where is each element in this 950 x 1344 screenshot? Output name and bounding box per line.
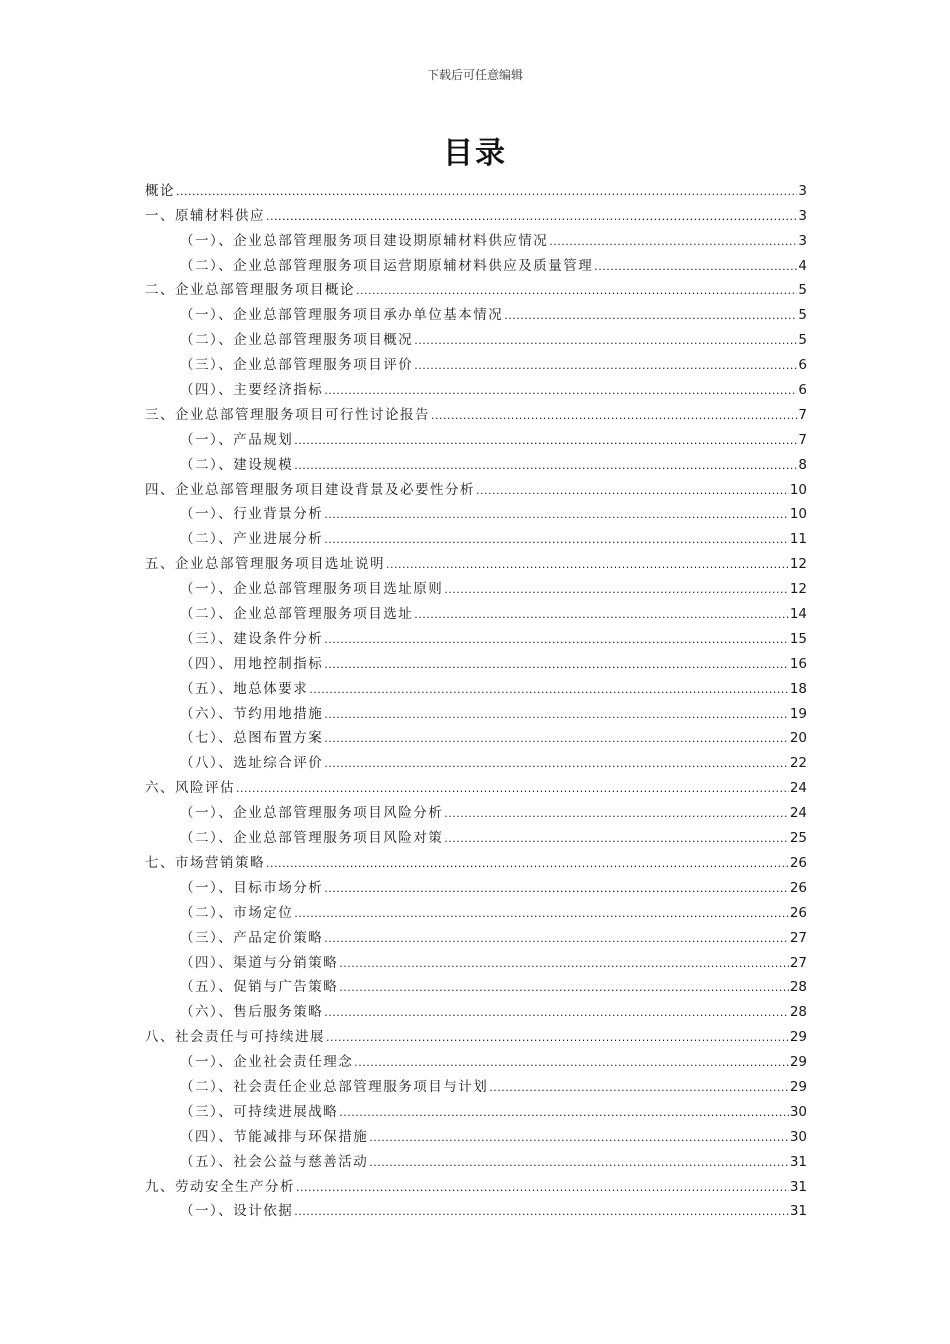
toc-page-number: 31 [789,1153,807,1170]
toc-subentry[interactable] [145,499,807,524]
toc-subentry[interactable] [145,1096,807,1121]
dot-leader [324,532,789,548]
toc-entry-label: （二）、产业进展分析 [180,531,324,548]
dot-leader [324,657,789,673]
toc-entry-label: （一）、企业总部管理服务项目建设期原辅材料供应情况 [180,232,549,249]
dot-leader [386,557,789,573]
dot-leader [324,931,789,947]
toc-subentry[interactable] [145,897,807,922]
toc-entry-label: 五、企业总部管理服务项目选址说明 [145,556,385,573]
dot-leader [294,1204,789,1220]
dot-leader [266,209,797,225]
dot-leader [324,507,789,523]
toc-entry-label: （七）、总图布置方案 [180,730,324,747]
toc-page-number: 31 [789,1203,807,1220]
dot-leader [324,756,789,772]
toc-subentry[interactable] [145,1121,807,1146]
dot-leader [339,980,789,996]
dot-leader [369,1155,789,1171]
toc-entry[interactable] [145,1171,807,1196]
dot-leader [294,906,789,922]
dot-leader [414,607,789,623]
page-header: 下载后可任意编辑 [426,68,523,82]
toc-entry-label: （三）、产品定价策略 [180,929,324,946]
toc-subentry[interactable] [145,623,807,648]
toc-entry[interactable] [145,1021,807,1046]
dot-leader [339,956,789,972]
toc-page-number: 10 [789,481,807,498]
dot-leader [339,1105,789,1121]
dot-leader [324,707,789,723]
toc-entry-label: 一、原辅材料供应 [145,207,265,224]
dot-leader [326,1030,789,1046]
toc-entry-label: （一）、设计依据 [180,1203,294,1220]
dot-leader [414,358,797,374]
dot-leader [489,1080,789,1096]
toc-page-number: 24 [789,780,807,797]
toc-entry[interactable] [145,847,807,872]
toc-entry-label: 二、企业总部管理服务项目概论 [145,282,355,299]
toc-entry-label: （一）、企业总部管理服务项目风险分析 [180,805,444,822]
dot-leader [444,831,789,847]
toc-page-number: 3 [798,182,807,199]
toc-subentry[interactable] [145,1196,807,1221]
dot-leader [414,333,797,349]
toc-subentry[interactable] [145,673,807,698]
toc-entry-label: （四）、用地控制指标 [180,655,324,672]
toc-subentry[interactable] [145,250,807,275]
toc-page-number: 16 [789,655,807,672]
toc-page-number: 14 [789,606,807,623]
toc-page-number: 5 [798,282,807,299]
toc-entry-label: 四、企业总部管理服务项目建设背景及必要性分析 [145,481,475,498]
toc-page-number: 3 [798,207,807,224]
toc-page-number: 27 [789,954,807,971]
toc-subentry[interactable] [145,972,807,997]
dot-leader [444,582,789,598]
dot-leader [444,806,789,822]
toc-subentry[interactable] [145,1046,807,1071]
dot-leader [549,234,797,250]
toc-page-number: 26 [789,854,807,871]
toc-entry-label: （二）、企业总部管理服务项目运营期原辅材料供应及质量管理 [180,257,594,274]
dot-leader [354,1055,789,1071]
toc-entry[interactable] [145,175,807,200]
dot-leader [294,458,797,474]
dot-leader [296,1180,789,1196]
toc-page-number: 12 [789,556,807,573]
dot-leader [309,682,789,698]
toc-entry-label: （五）、社会公益与慈善活动 [180,1153,369,1170]
toc-entry-label: （五）、地总体要求 [180,680,309,697]
toc-subentry[interactable] [145,797,807,822]
toc-entry-label: （四）、节能减排与环保措施 [180,1128,369,1145]
toc-entry-label: 九、劳动安全生产分析 [145,1178,295,1195]
toc-entry-label: 六、风险评估 [145,780,235,797]
toc-title: 目录 [443,136,507,171]
dot-leader [236,781,789,797]
toc-entry-label: （五）、促销与广告策略 [180,979,339,996]
toc-page-number: 31 [789,1178,807,1195]
toc-subentry[interactable] [145,523,807,548]
toc-page-number: 5 [798,332,807,349]
toc-entry-label: 八、社会责任与可持续进展 [145,1029,325,1046]
toc-entry-label: （二）、社会责任企业总部管理服务项目与计划 [180,1078,489,1095]
toc-entry-label: （一）、企业总部管理服务项目承办单位基本情况 [180,307,504,324]
toc-entry[interactable] [145,772,807,797]
toc-subentry[interactable] [145,324,807,349]
toc-entry-label: （二）、企业总部管理服务项目风险对策 [180,830,444,847]
toc-entry-label: 七、市场营销策略 [145,854,265,871]
toc-page-number: 15 [789,630,807,647]
toc-subentry[interactable] [145,349,807,374]
toc-page-number: 12 [789,581,807,598]
toc-entry[interactable] [145,275,807,300]
dot-leader [431,408,797,424]
toc-page-number: 7 [798,431,807,448]
toc-entry[interactable] [145,200,807,225]
dot-leader [324,731,789,747]
toc-page-number: 24 [789,805,807,822]
toc-subentry[interactable] [145,723,807,748]
toc-entry-label: （一）、企业社会责任理念 [180,1054,354,1071]
toc-entry-label: （三）、企业总部管理服务项目评价 [180,357,414,374]
toc-subentry[interactable] [145,822,807,847]
dot-leader [324,881,789,897]
toc-subentry[interactable] [145,1146,807,1171]
toc-entry-label: （一）、目标市场分析 [180,879,324,896]
dot-leader [356,283,797,299]
dot-leader [476,483,789,499]
toc-entry-label: （八）、选址综合评价 [180,755,324,772]
toc-subentry[interactable] [145,374,807,399]
toc-page-number: 4 [798,257,807,274]
toc-subentry[interactable] [145,872,807,897]
toc-entry-label: （一）、企业总部管理服务项目选址原则 [180,581,444,598]
toc-subentry[interactable] [145,922,807,947]
dot-leader [594,259,797,275]
toc-entry-label: （一）、行业背景分析 [180,506,324,523]
toc-page-number: 7 [798,406,807,423]
toc-entry-label: 概论 [145,182,175,199]
toc-page-number: 22 [789,755,807,772]
toc-page-number: 26 [789,904,807,921]
toc-page-number: 20 [789,730,807,747]
toc-entry-label: （四）、渠道与分销策略 [180,954,339,971]
toc-page-number: 28 [789,979,807,996]
toc-entry[interactable] [145,399,807,424]
toc-subentry[interactable] [145,648,807,673]
toc-page-number: 18 [789,680,807,697]
dot-leader [369,1130,789,1146]
toc-entry-label: （四）、主要经济指标 [180,382,324,399]
table-of-contents [145,175,807,1220]
toc-entry-label: （三）、可持续进展战略 [180,1103,339,1120]
dot-leader [504,308,797,324]
dot-leader [294,433,797,449]
toc-page-number: 19 [789,705,807,722]
toc-page-number: 30 [789,1103,807,1120]
toc-page-number: 5 [798,307,807,324]
toc-entry[interactable] [145,548,807,573]
toc-page-number: 6 [798,357,807,374]
toc-entry[interactable] [145,474,807,499]
toc-entry-label: （二）、企业总部管理服务项目概况 [180,332,414,349]
toc-page-number: 11 [789,531,807,548]
toc-entry-label: （三）、建设条件分析 [180,630,324,647]
toc-subentry[interactable] [145,698,807,723]
toc-subentry[interactable] [145,1071,807,1096]
toc-subentry[interactable] [145,573,807,598]
toc-page-number: 6 [798,382,807,399]
toc-subentry[interactable] [145,225,807,250]
toc-entry-label: （二）、市场定位 [180,904,294,921]
toc-entry-label: （二）、企业总部管理服务项目选址 [180,606,414,623]
dot-leader [324,1005,789,1021]
toc-page-number: 8 [798,456,807,473]
toc-page-number: 27 [789,929,807,946]
toc-subentry[interactable] [145,424,807,449]
toc-subentry[interactable] [145,947,807,972]
toc-page-number: 25 [789,830,807,847]
toc-entry-label: （二）、建设规模 [180,456,294,473]
toc-page-number: 26 [789,879,807,896]
toc-entry-label: （一）、产品规划 [180,431,294,448]
toc-subentry[interactable] [145,996,807,1021]
toc-subentry[interactable] [145,299,807,324]
toc-page-number: 29 [789,1078,807,1095]
toc-subentry[interactable] [145,747,807,772]
dot-leader [266,856,789,872]
toc-page-number: 28 [789,1004,807,1021]
toc-subentry[interactable] [145,598,807,623]
toc-page-number: 30 [789,1128,807,1145]
dot-leader [176,184,797,200]
dot-leader [324,383,797,399]
toc-page-number: 3 [798,232,807,249]
toc-page-number: 29 [789,1054,807,1071]
toc-page-number: 29 [789,1029,807,1046]
toc-page-number: 10 [789,506,807,523]
toc-entry-label: （六）、节约用地措施 [180,705,324,722]
toc-subentry[interactable] [145,449,807,474]
toc-entry-label: 三、企业总部管理服务项目可行性讨论报告 [145,406,430,423]
toc-entry-label: （六）、售后服务策略 [180,1004,324,1021]
dot-leader [324,632,789,648]
